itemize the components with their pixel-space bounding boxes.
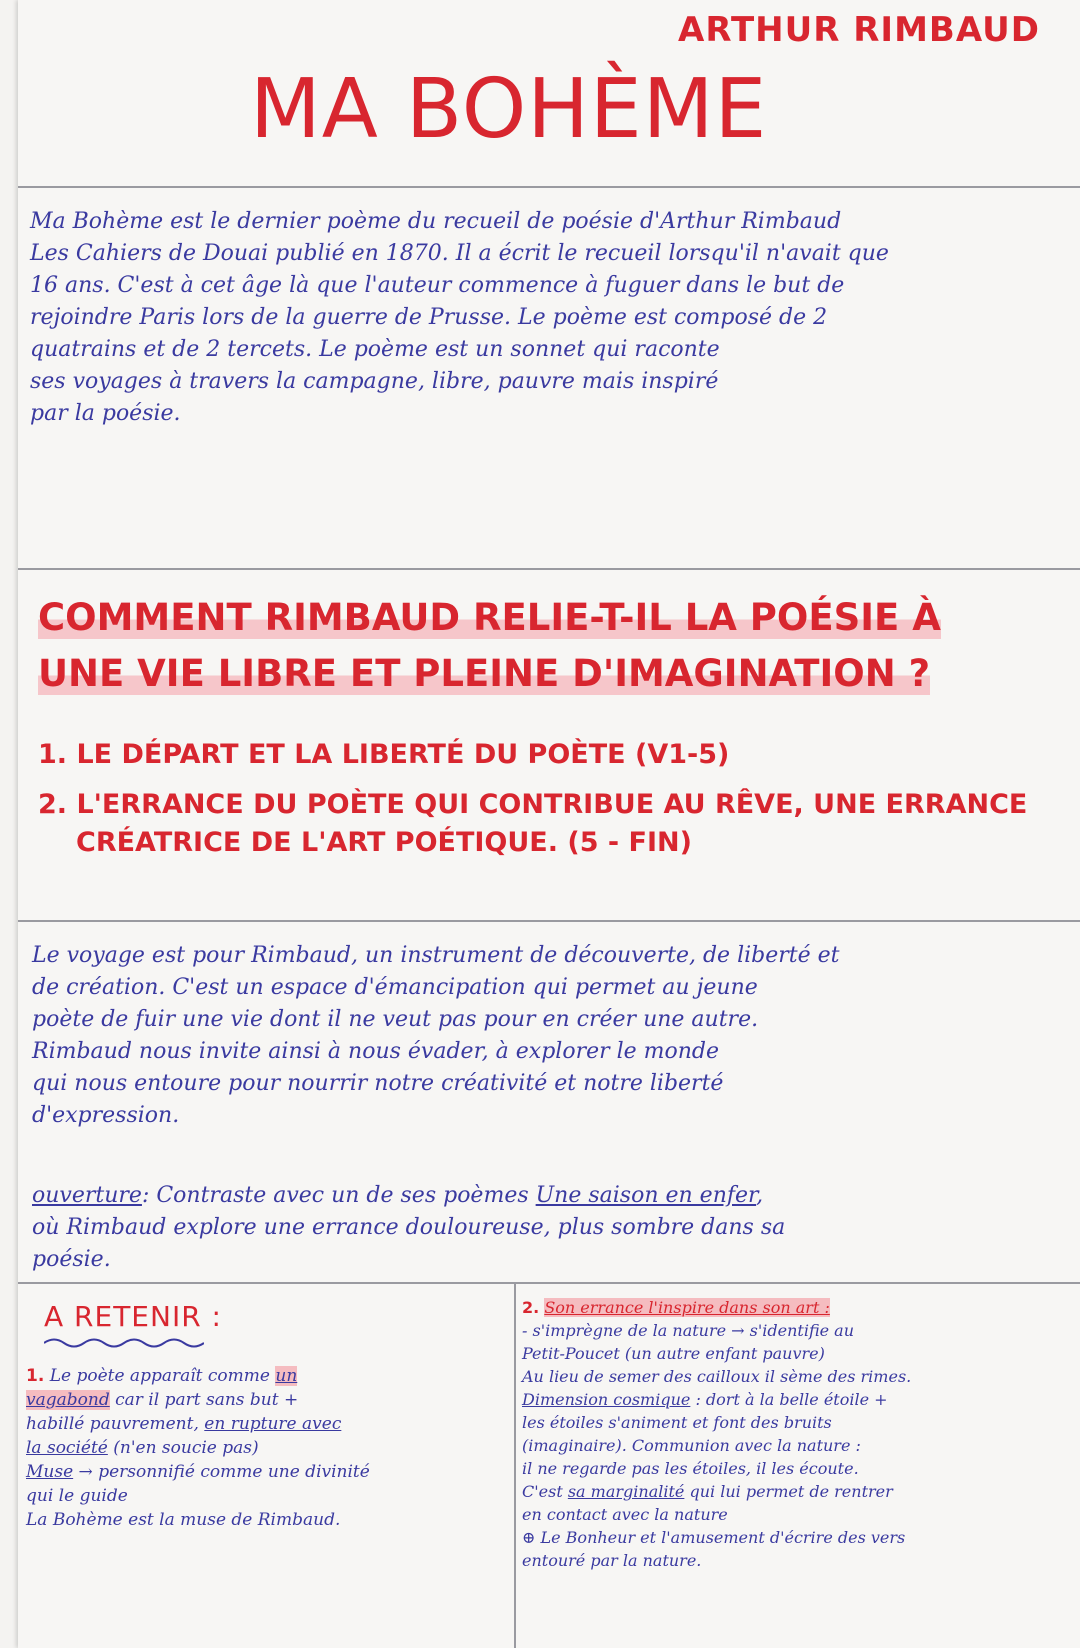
- intro-line: quatrains et de 2 tercets. Le poème est un sonnet qui raconte: [30, 337, 720, 362]
- conclusion-line: d'expression.: [32, 1103, 180, 1128]
- retenir-text: habillé pauvrement,: [26, 1414, 205, 1434]
- ouverture-work-title: Une saison en enfer: [535, 1183, 757, 1208]
- retenir-text: : dort à la belle étoile +: [690, 1390, 888, 1409]
- ouverture-label: ouverture: [32, 1183, 142, 1208]
- ouverture-text: ,: [756, 1183, 764, 1208]
- ouverture-line: poésie.: [32, 1247, 111, 1272]
- retenir-text: ⊕ Le Bonheur et l'amusement d'écrire des vers: [522, 1528, 906, 1547]
- retenir-text: (imaginaire). Communion avec la nature :: [522, 1436, 861, 1455]
- retenir-underline: Dimension cosmique: [522, 1390, 691, 1409]
- retenir-text: qui lui permet de rentrer: [684, 1482, 893, 1501]
- retenir-text: qui le guide: [26, 1486, 128, 1506]
- retenir-text: entouré par la nature.: [522, 1551, 702, 1570]
- ouverture-line: où Rimbaud explore une errance douloureuse, plus sombre dans sa: [32, 1215, 786, 1240]
- divider: [18, 186, 1080, 188]
- intro-line: ses voyages à travers la campagne, libre, pauvre mais inspiré: [30, 369, 719, 394]
- retenir-text: La Bohème est la muse de Rimbaud.: [26, 1510, 341, 1530]
- retenir-text: C'est: [522, 1482, 568, 1501]
- plan-part-1: 1. LE DÉPART ET LA LIBERTÉ DU POÈTE (V1-5): [38, 739, 730, 770]
- retenir-text: les étoiles s'animent et font des bruits: [522, 1413, 832, 1432]
- conclusion-line: poète de fuir une vie dont il ne veut pas pour en créer une autre.: [32, 1007, 759, 1032]
- problematique-line: COMMENT RIMBAUD RELIE-T-IL LA POÉSIE À: [38, 596, 941, 639]
- intro-line: 16 ans. C'est à cet âge là que l'auteur commence à fuguer dans le but de: [30, 273, 845, 298]
- column-divider: [514, 1282, 516, 1648]
- intro-line: Ma Bohème est le dernier poème du recueil de poésie d'Arthur Rimbaud: [30, 209, 842, 234]
- retenir-text: Au lieu de semer des cailloux il sème des rimes.: [522, 1367, 912, 1386]
- conclusion-line: qui nous entoure pour nourrir notre créativité et notre liberté: [32, 1071, 724, 1096]
- ouverture-text: : Contraste avec un de ses poèmes: [141, 1183, 536, 1208]
- retenir-text: en contact avec la nature: [522, 1505, 728, 1524]
- retenir-underline: sa marginalité: [567, 1482, 685, 1501]
- point-number: 1.: [26, 1366, 45, 1386]
- retenir-title: A RETENIR :: [44, 1300, 222, 1333]
- intro-line: rejoindre Paris lors de la guerre de Prusse. Le poème est composé de 2: [30, 305, 828, 330]
- intro-line: par la poésie.: [30, 401, 181, 426]
- retenir-underline: Muse: [26, 1462, 74, 1482]
- retenir-text: il ne regarde pas les étoiles, il les écoute.: [522, 1459, 859, 1478]
- page-title: MA BOHÈME: [250, 62, 768, 157]
- wavy-underline: [44, 1336, 204, 1350]
- retenir-underline: en rupture avec: [204, 1414, 342, 1434]
- point-number: 2.: [522, 1298, 540, 1317]
- intro-line: Les Cahiers de Douai publié en 1870. Il a écrit le recueil lorsqu'il n'avait que: [30, 241, 889, 266]
- conclusion-line: Le voyage est pour Rimbaud, un instrument de découverte, de liberté et: [32, 943, 840, 968]
- notebook-page: [18, 0, 1080, 1648]
- retenir-left-column: [26, 1364, 508, 1532]
- plan-part-2-continued: CRÉATRICE DE L'ART POÉTIQUE. (5 - FIN): [76, 827, 692, 858]
- plan-part-2: 2. L'ERRANCE DU POÈTE QUI CONTRIBUE AU RÊVE, UNE ERRANCE: [38, 789, 1028, 820]
- author-name: ARTHUR RIMBAUD: [678, 10, 1040, 50]
- ouverture: [32, 1180, 1072, 1276]
- divider: [18, 920, 1080, 922]
- conclusion-line: de création. C'est un espace d'émancipation qui permet au jeune: [32, 975, 758, 1000]
- retenir-text: Petit-Poucet (un autre enfant pauvre): [522, 1344, 825, 1363]
- problematique-line: UNE VIE LIBRE ET PLEINE D'IMAGINATION ?: [38, 652, 931, 695]
- divider: [18, 568, 1080, 570]
- retenir-highlight: vagabond: [26, 1390, 110, 1410]
- retenir-right-column: [522, 1296, 1074, 1572]
- problematique: [38, 590, 1048, 702]
- retenir-text: car il part sans but +: [109, 1390, 299, 1410]
- retenir-text: Le poète apparaît comme: [49, 1366, 276, 1386]
- retenir-underline: la société: [26, 1438, 108, 1458]
- conclusion-line: Rimbaud nous invite ainsi à nous évader, à explorer le monde: [32, 1039, 720, 1064]
- conclusion-paragraph: [32, 940, 1072, 1132]
- retenir-highlight: Son errance l'inspire dans son art :: [544, 1298, 830, 1317]
- intro-paragraph: [30, 206, 1070, 430]
- retenir-highlight: un: [275, 1366, 298, 1386]
- retenir-text: → personnifié comme une divinité: [73, 1462, 370, 1482]
- retenir-text: - s'imprègne de la nature → s'identifie au: [522, 1321, 855, 1340]
- retenir-text: (n'en soucie pas): [107, 1438, 259, 1458]
- divider: [18, 1282, 1080, 1284]
